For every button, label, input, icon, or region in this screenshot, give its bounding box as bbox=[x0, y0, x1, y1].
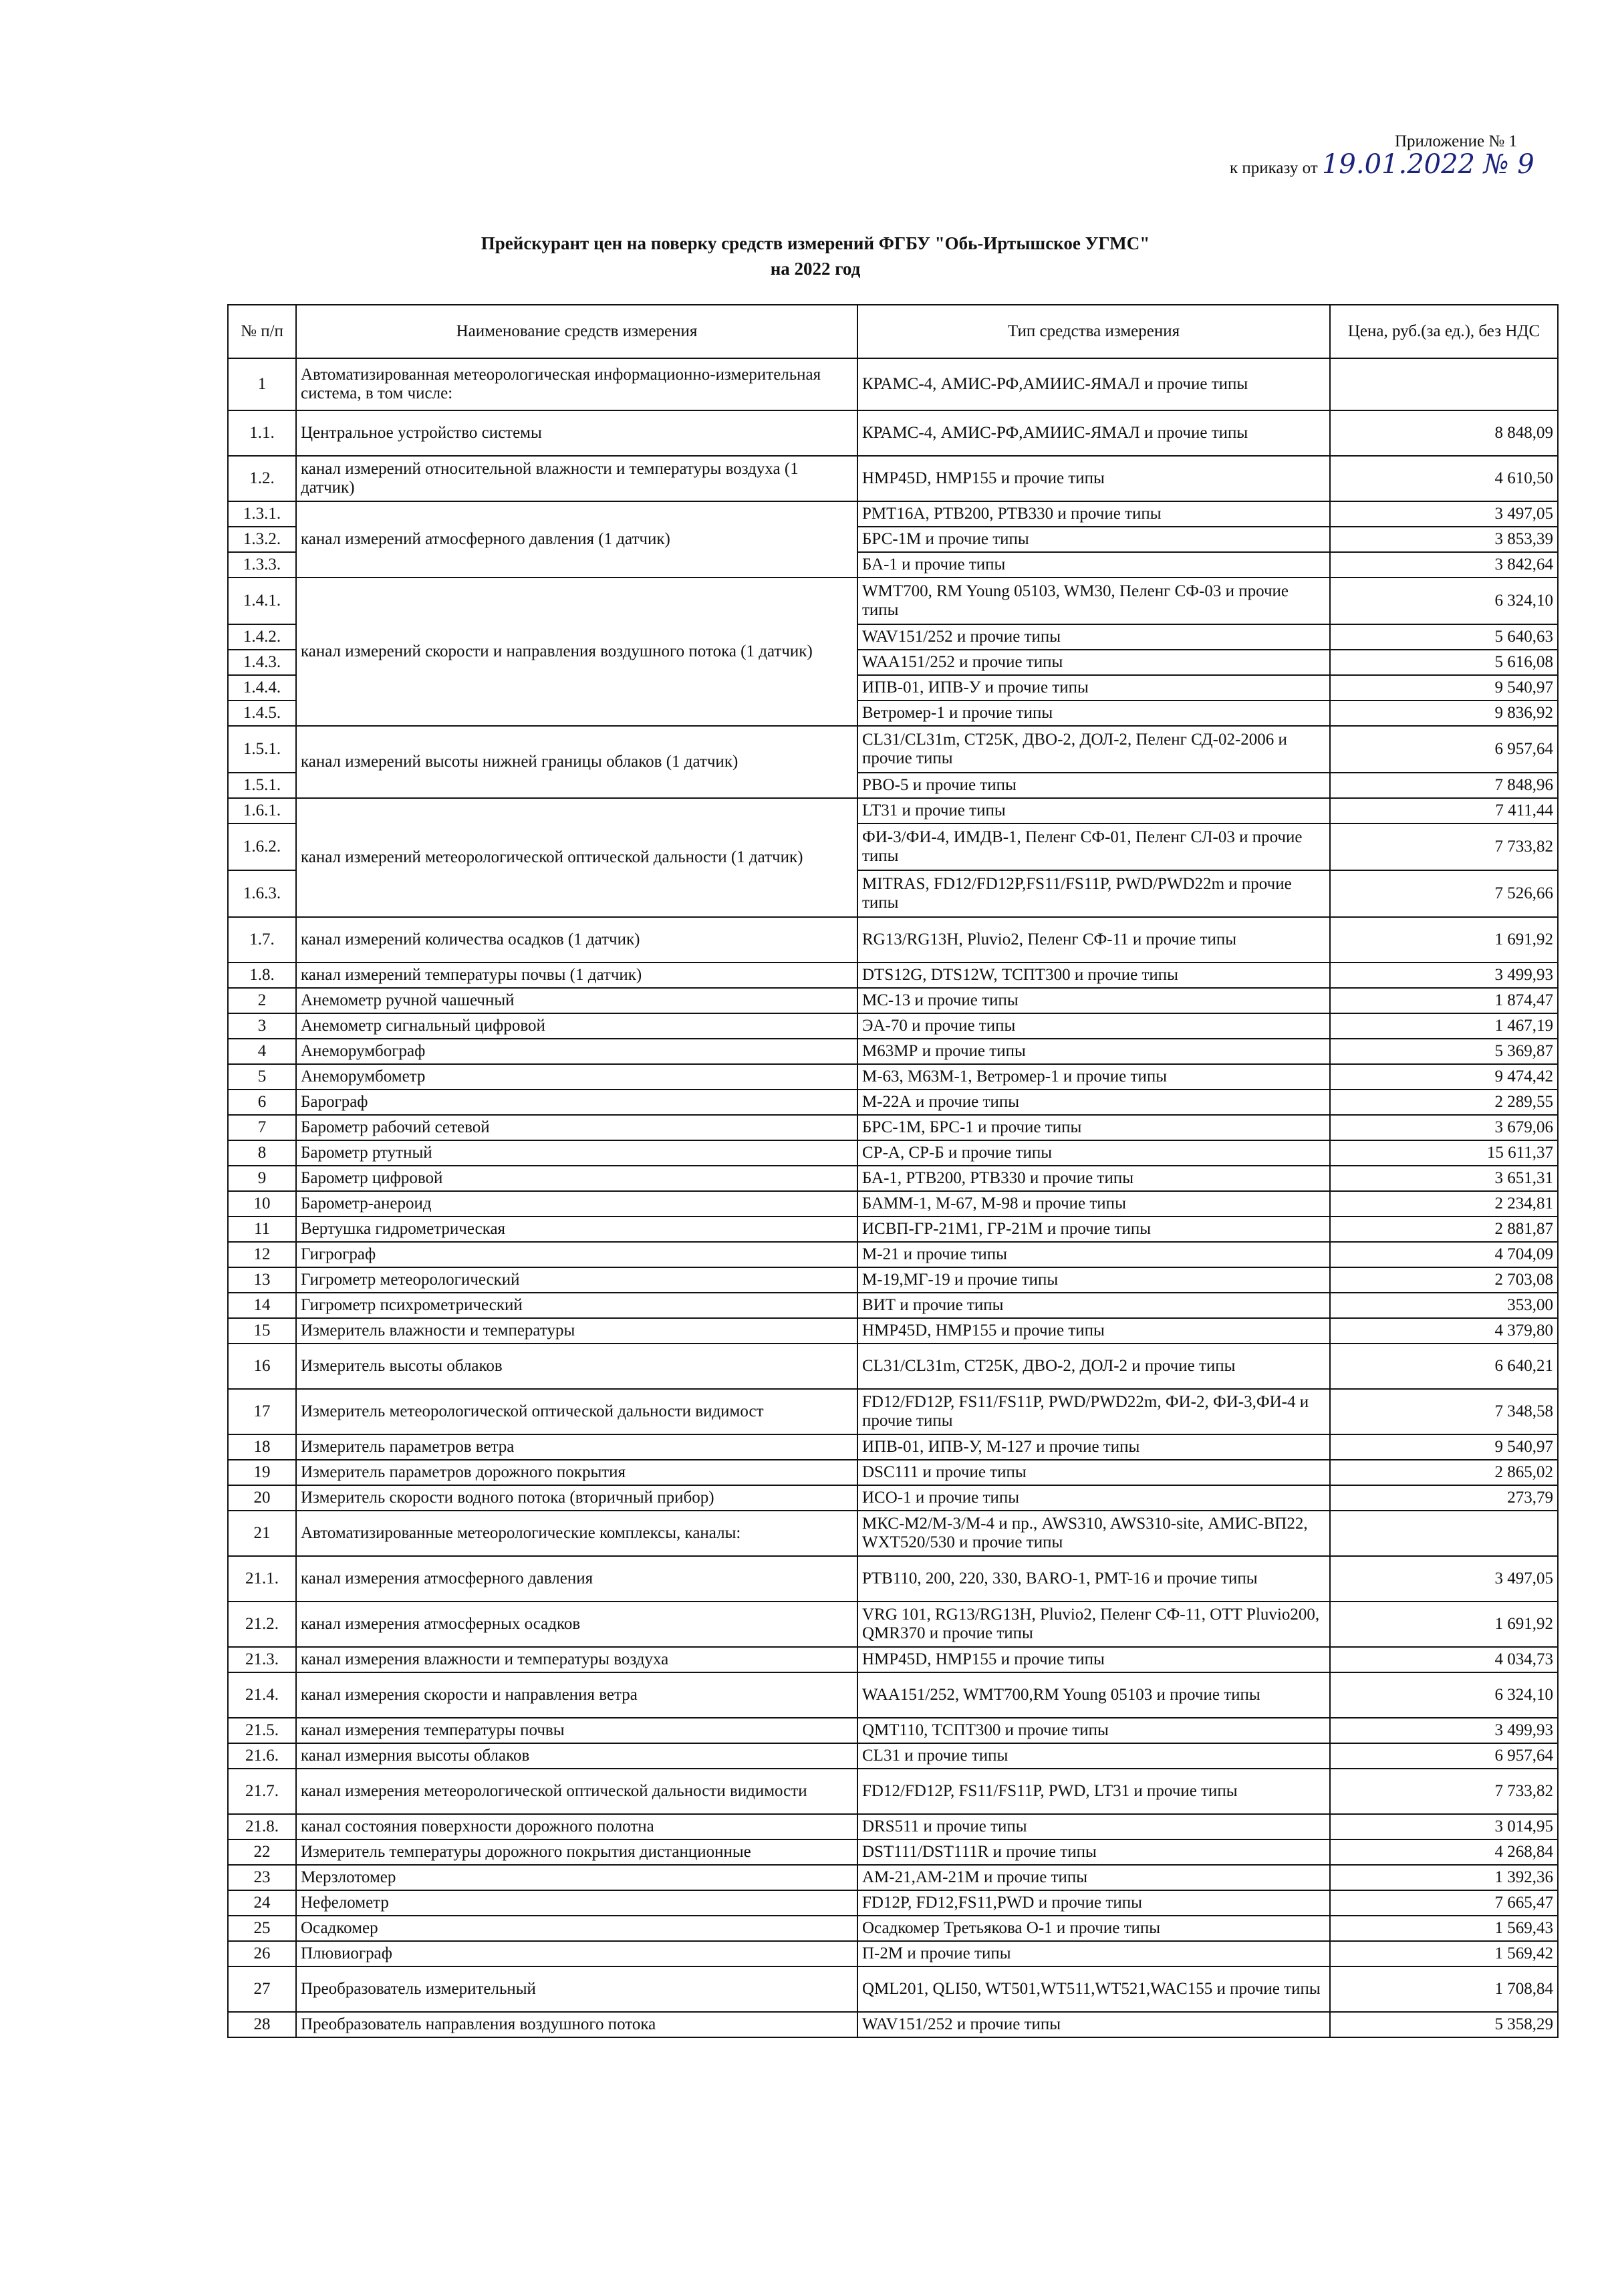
table-row bbox=[228, 1556, 1558, 1602]
row-number: 14 bbox=[228, 1293, 296, 1318]
table-row bbox=[228, 1814, 1558, 1839]
row-number: 17 bbox=[228, 1389, 296, 1434]
price-value: 7 733,82 bbox=[1330, 823, 1558, 870]
instrument-name: Гигрометр психрометрический bbox=[296, 1293, 857, 1318]
table-row bbox=[228, 1602, 1558, 1647]
row-number: 21.7. bbox=[228, 1769, 296, 1814]
instrument-type: FD12P, FD12,FS11,PWD и прочие типы bbox=[857, 1890, 1330, 1916]
instrument-type: WAV151/252 и прочие типы bbox=[857, 624, 1330, 650]
price-value: 9 540,97 bbox=[1330, 1434, 1558, 1460]
price-value bbox=[1330, 358, 1558, 410]
instrument-name: Гигрометр метеорологический bbox=[296, 1267, 857, 1293]
row-number: 1.3.2. bbox=[228, 527, 296, 552]
row-number: 1.3.3. bbox=[228, 552, 296, 578]
annex-label: Приложение № 1 bbox=[1394, 132, 1517, 150]
row-number: 21.6. bbox=[228, 1743, 296, 1769]
table-header-row bbox=[228, 305, 1558, 358]
price-value: 1 691,92 bbox=[1330, 917, 1558, 963]
row-number: 1.4.3. bbox=[228, 650, 296, 675]
row-number: 1.3.1. bbox=[228, 501, 296, 527]
row-number: 18 bbox=[228, 1434, 296, 1460]
instrument-name: Барограф bbox=[296, 1090, 857, 1115]
price-value: 353,00 bbox=[1330, 1293, 1558, 1318]
row-number: 27 bbox=[228, 1966, 296, 2012]
instrument-type: М-63, М63М-1, Ветромер-1 и прочие типы bbox=[857, 1064, 1330, 1090]
instrument-type: WAA151/252 и прочие типы bbox=[857, 650, 1330, 675]
order-line bbox=[1230, 149, 1534, 180]
price-value: 7 733,82 bbox=[1330, 1769, 1558, 1814]
price-value: 1 874,47 bbox=[1330, 988, 1558, 1013]
instrument-name: канал измерения влажности и температуры воздуха bbox=[296, 1647, 857, 1672]
price-value: 1 392,36 bbox=[1330, 1865, 1558, 1890]
table-row bbox=[228, 1743, 1558, 1769]
instrument-type: DRS511 и прочие типы bbox=[857, 1814, 1330, 1839]
instrument-name: Барометр рабочий сетевой bbox=[296, 1115, 857, 1140]
row-number: 1.6.1. bbox=[228, 798, 296, 823]
row-number: 1.2. bbox=[228, 456, 296, 501]
instrument-type: КРАМС-4, АМИС-РФ,АМИИС-ЯМАЛ и прочие типы bbox=[857, 358, 1330, 410]
instrument-type: DTS12G, DTS12W, ТСПТ300 и прочие типы bbox=[857, 963, 1330, 988]
table-row bbox=[228, 1865, 1558, 1890]
instrument-type: БА-1 и прочие типы bbox=[857, 552, 1330, 578]
table-row bbox=[228, 1013, 1558, 1039]
price-value: 9 836,92 bbox=[1330, 700, 1558, 726]
price-value: 2 289,55 bbox=[1330, 1090, 1558, 1115]
price-value: 3 842,64 bbox=[1330, 552, 1558, 578]
instrument-type: QMT110, ТСПТ300 и прочие типы bbox=[857, 1718, 1330, 1743]
price-value: 9 540,97 bbox=[1330, 675, 1558, 700]
price-value: 6 324,10 bbox=[1330, 578, 1558, 624]
table-row bbox=[228, 1267, 1558, 1293]
table-row bbox=[228, 1217, 1558, 1242]
instrument-name: Вертушка гидрометрическая bbox=[296, 1217, 857, 1242]
instrument-type: VRG 101, RG13/RG13H, Pluvio2, Пеленг СФ-11, ОТТ Pluvio200, QMR370 и прочие типы bbox=[857, 1602, 1330, 1647]
row-number: 7 bbox=[228, 1115, 296, 1140]
table-row bbox=[228, 988, 1558, 1013]
instrument-type: БРС-1М и прочие типы bbox=[857, 527, 1330, 552]
instrument-type: М63МР и прочие типы bbox=[857, 1039, 1330, 1064]
instrument-name: канал измерения температуры почвы bbox=[296, 1718, 857, 1743]
price-value: 7 411,44 bbox=[1330, 798, 1558, 823]
row-number: 1.5.1. bbox=[228, 726, 296, 773]
row-number: 21.2. bbox=[228, 1602, 296, 1647]
instrument-type: ФИ-3/ФИ-4, ИМДВ-1, Пеленг СФ-01, Пеленг СЛ-03 и прочие типы bbox=[857, 823, 1330, 870]
instrument-name: Измеритель параметров ветра bbox=[296, 1434, 857, 1460]
instrument-type: М-22А и прочие типы bbox=[857, 1090, 1330, 1115]
instrument-type: LT31 и прочие типы bbox=[857, 798, 1330, 823]
instrument-type: PTB110, 200, 220, 330, BARO-1, PMT-16 и прочие типы bbox=[857, 1556, 1330, 1602]
row-number: 1 bbox=[228, 358, 296, 410]
instrument-name: Преобразователь направления воздушного потока bbox=[296, 2012, 857, 2037]
instrument-type: ИПВ-01, ИПВ-У, М-127 и прочие типы bbox=[857, 1434, 1330, 1460]
row-number: 2 bbox=[228, 988, 296, 1013]
price-value bbox=[1330, 1511, 1558, 1556]
col-header-num: № п/п bbox=[228, 305, 296, 358]
instrument-name: Центральное устройство системы bbox=[296, 410, 857, 456]
instrument-type: М-19,МГ-19 и прочие типы bbox=[857, 1267, 1330, 1293]
instrument-name: Барометр-анероид bbox=[296, 1191, 857, 1217]
table-row bbox=[228, 1242, 1558, 1267]
price-value: 3 651,31 bbox=[1330, 1166, 1558, 1191]
instrument-type: Ветромер-1 и прочие типы bbox=[857, 700, 1330, 726]
row-number: 1.6.3. bbox=[228, 870, 296, 917]
price-value: 3 014,95 bbox=[1330, 1814, 1558, 1839]
row-number: 1.4.2. bbox=[228, 624, 296, 650]
price-value: 2 234,81 bbox=[1330, 1191, 1558, 1217]
table-row bbox=[228, 1839, 1558, 1865]
row-number: 25 bbox=[228, 1916, 296, 1941]
row-number: 1.4.1. bbox=[228, 578, 296, 624]
instrument-name: Мерзлотомер bbox=[296, 1865, 857, 1890]
table-row bbox=[228, 1916, 1558, 1941]
price-value: 6 324,10 bbox=[1330, 1672, 1558, 1718]
instrument-type: PMT16A, PTB200, PTB330 и прочие типы bbox=[857, 501, 1330, 527]
instrument-name: Гигрограф bbox=[296, 1242, 857, 1267]
instrument-name: канал измерния высоты облаков bbox=[296, 1743, 857, 1769]
table-row bbox=[228, 1485, 1558, 1511]
row-number: 5 bbox=[228, 1064, 296, 1090]
instrument-name: канал измерений скорости и направления воздушного потока (1 датчик) bbox=[296, 578, 857, 726]
table-row bbox=[228, 798, 1558, 823]
price-value: 3 499,93 bbox=[1330, 1718, 1558, 1743]
instrument-name: Анемометр ручной чашечный bbox=[296, 988, 857, 1013]
price-value: 3 497,05 bbox=[1330, 501, 1558, 527]
instrument-name: канал измерений высоты нижней границы облаков (1 датчик) bbox=[296, 726, 857, 798]
instrument-type: КРАМС-4, АМИС-РФ,АМИИС-ЯМАЛ и прочие типы bbox=[857, 410, 1330, 456]
table-row bbox=[228, 1191, 1558, 1217]
row-number: 21.4. bbox=[228, 1672, 296, 1718]
instrument-name: канал измерений количества осадков (1 датчик) bbox=[296, 917, 857, 963]
instrument-type: БАММ-1, М-67, М-98 и прочие типы bbox=[857, 1191, 1330, 1217]
instrument-name: канал измерения атмосферных осадков bbox=[296, 1602, 857, 1647]
row-number: 28 bbox=[228, 2012, 296, 2037]
instrument-type: FD12/FD12P, FS11/FS11P, PWD/PWD22m, ФИ-2, ФИ-3,ФИ-4 и прочие типы bbox=[857, 1389, 1330, 1434]
price-value: 4 704,09 bbox=[1330, 1242, 1558, 1267]
table-body bbox=[228, 358, 1558, 2037]
price-value: 4 610,50 bbox=[1330, 456, 1558, 501]
price-value: 3 679,06 bbox=[1330, 1115, 1558, 1140]
row-number: 21.3. bbox=[228, 1647, 296, 1672]
table-row bbox=[228, 1140, 1558, 1166]
instrument-type: П-2М и прочие типы bbox=[857, 1941, 1330, 1966]
price-value: 7 665,47 bbox=[1330, 1890, 1558, 1916]
row-number: 21.8. bbox=[228, 1814, 296, 1839]
instrument-name: Нефелометр bbox=[296, 1890, 857, 1916]
row-number: 3 bbox=[228, 1013, 296, 1039]
table-row bbox=[228, 1090, 1558, 1115]
instrument-type: HMP45D, HMP155 и прочие типы bbox=[857, 1318, 1330, 1344]
row-number: 24 bbox=[228, 1890, 296, 1916]
instrument-type: ИСВП-ГР-21М1, ГР-21М и прочие типы bbox=[857, 1217, 1330, 1242]
instrument-type: WAV151/252 и прочие типы bbox=[857, 2012, 1330, 2037]
price-value: 5 369,87 bbox=[1330, 1039, 1558, 1064]
price-value: 6 957,64 bbox=[1330, 726, 1558, 773]
instrument-name: Анемометр сигнальный цифровой bbox=[296, 1013, 857, 1039]
handwritten-order-date: 19.01.2022 № 9 bbox=[1321, 149, 1534, 180]
table-row bbox=[228, 1064, 1558, 1090]
instrument-type: Осадкомер Третьякова О-1 и прочие типы bbox=[857, 1916, 1330, 1941]
price-value: 4 379,80 bbox=[1330, 1318, 1558, 1344]
row-number: 1.5.1. bbox=[228, 773, 296, 798]
table-row bbox=[228, 578, 1558, 624]
price-value: 15 611,37 bbox=[1330, 1140, 1558, 1166]
instrument-type: MITRAS, FD12/FD12P,FS11/FS11P, PWD/PWD22m и прочие типы bbox=[857, 870, 1330, 917]
instrument-type: ЭА-70 и прочие типы bbox=[857, 1013, 1330, 1039]
instrument-name: Преобразователь измерительный bbox=[296, 1966, 857, 2012]
price-value: 8 848,09 bbox=[1330, 410, 1558, 456]
price-value: 7 526,66 bbox=[1330, 870, 1558, 917]
instrument-name: Осадкомер bbox=[296, 1916, 857, 1941]
instrument-name: Барометр цифровой bbox=[296, 1166, 857, 1191]
instrument-name: канал измерения скорости и направления ветра bbox=[296, 1672, 857, 1718]
instrument-name: Измеритель метеорологической оптической дальности видимост bbox=[296, 1389, 857, 1434]
instrument-type: ИСО-1 и прочие типы bbox=[857, 1485, 1330, 1511]
price-value: 1 569,42 bbox=[1330, 1941, 1558, 1966]
instrument-type: БА-1, PTB200, PTB330 и прочие типы bbox=[857, 1166, 1330, 1191]
price-value: 7 848,96 bbox=[1330, 773, 1558, 798]
col-header-price: Цена, руб.(за ед.), без НДС bbox=[1330, 305, 1558, 358]
row-number: 6 bbox=[228, 1090, 296, 1115]
row-number: 1.6.2. bbox=[228, 823, 296, 870]
instrument-type: МКС-М2/М-3/М-4 и пр., AWS310, AWS310-site, АМИС-ВП22, WXT520/530 и прочие типы bbox=[857, 1511, 1330, 1556]
row-number: 1.1. bbox=[228, 410, 296, 456]
instrument-name: Анеморумбограф bbox=[296, 1039, 857, 1064]
instrument-name: Автоматизированные метеорологические комплексы, каналы: bbox=[296, 1511, 857, 1556]
price-value: 3 853,39 bbox=[1330, 527, 1558, 552]
table-row bbox=[228, 726, 1558, 773]
instrument-type: DST111/DST111R и прочие типы bbox=[857, 1839, 1330, 1865]
instrument-name: канал измерения атмосферного давления bbox=[296, 1556, 857, 1602]
instrument-name: Плювиограф bbox=[296, 1941, 857, 1966]
table-row bbox=[228, 1966, 1558, 2012]
table-row bbox=[228, 501, 1558, 527]
row-number: 16 bbox=[228, 1344, 296, 1389]
row-number: 1.4.4. bbox=[228, 675, 296, 700]
row-number: 15 bbox=[228, 1318, 296, 1344]
instrument-name: канал измерения метеорологической оптической дальности видимости bbox=[296, 1769, 857, 1814]
instrument-type: CL31 и прочие типы bbox=[857, 1743, 1330, 1769]
table-row bbox=[228, 358, 1558, 410]
price-value: 7 348,58 bbox=[1330, 1389, 1558, 1434]
price-value: 1 569,43 bbox=[1330, 1916, 1558, 1941]
price-value: 3 497,05 bbox=[1330, 1556, 1558, 1602]
row-number: 22 bbox=[228, 1839, 296, 1865]
instrument-type: HMP45D, HMP155 и прочие типы bbox=[857, 456, 1330, 501]
table-row bbox=[228, 1647, 1558, 1672]
row-number: 1.8. bbox=[228, 963, 296, 988]
col-header-name: Наименование средств измерения bbox=[296, 305, 857, 358]
instrument-type: DSC111 и прочие типы bbox=[857, 1460, 1330, 1485]
row-number: 21.1. bbox=[228, 1556, 296, 1602]
table-row bbox=[228, 2012, 1558, 2037]
title-line-2: на 2022 год bbox=[770, 259, 861, 279]
price-value: 1 708,84 bbox=[1330, 1966, 1558, 2012]
instrument-name: Измеритель температуры дорожного покрытия дистанционные bbox=[296, 1839, 857, 1865]
instrument-type: FD12/FD12P, FS11/FS11P, PWD, LT31 и прочие типы bbox=[857, 1769, 1330, 1814]
col-header-type: Тип средства измерения bbox=[857, 305, 1330, 358]
table-row bbox=[228, 1718, 1558, 1743]
row-number: 11 bbox=[228, 1217, 296, 1242]
row-number: 12 bbox=[228, 1242, 296, 1267]
price-value: 1 691,92 bbox=[1330, 1602, 1558, 1647]
instrument-type: WAA151/252, WMT700,RM Young 05103 и прочие типы bbox=[857, 1672, 1330, 1718]
instrument-name: канал состояния поверхности дорожного полотна bbox=[296, 1814, 857, 1839]
price-value: 2 865,02 bbox=[1330, 1460, 1558, 1485]
instrument-name: Измеритель влажности и температуры bbox=[296, 1318, 857, 1344]
price-value: 2 881,87 bbox=[1330, 1217, 1558, 1242]
price-value: 4 268,84 bbox=[1330, 1839, 1558, 1865]
instrument-type: QML201, QLI50, WT501,WT511,WT521,WAC155 и прочие типы bbox=[857, 1966, 1330, 2012]
table-row bbox=[228, 1344, 1558, 1389]
order-reference bbox=[1230, 130, 1534, 180]
instrument-type: СР-А, СР-Б и прочие типы bbox=[857, 1140, 1330, 1166]
table-row bbox=[228, 1941, 1558, 1966]
instrument-type: ИПВ-01, ИПВ-У и прочие типы bbox=[857, 675, 1330, 700]
instrument-name: канал измерений относительной влажности и температуры воздуха (1 датчик) bbox=[296, 456, 857, 501]
table-row bbox=[228, 1672, 1558, 1718]
price-value: 1 467,19 bbox=[1330, 1013, 1558, 1039]
table-row bbox=[228, 1511, 1558, 1556]
table-row bbox=[228, 1166, 1558, 1191]
price-value: 5 358,29 bbox=[1330, 2012, 1558, 2037]
row-number: 1.4.5. bbox=[228, 700, 296, 726]
instrument-name: Измеритель высоты облаков bbox=[296, 1344, 857, 1389]
instrument-type: WMT700, RM Young 05103, WM30, Пеленг СФ-03 и прочие типы bbox=[857, 578, 1330, 624]
table-row bbox=[228, 917, 1558, 963]
instrument-type: CL31/CL31m, CT25K, ДВО-2, ДОЛ-2, Пеленг СД-02-2006 и прочие типы bbox=[857, 726, 1330, 773]
price-table bbox=[227, 304, 1559, 2038]
row-number: 1.7. bbox=[228, 917, 296, 963]
instrument-name: канал измерений метеорологической оптической дальности (1 датчик) bbox=[296, 798, 857, 917]
price-value: 5 616,08 bbox=[1330, 650, 1558, 675]
row-number: 4 bbox=[228, 1039, 296, 1064]
row-number: 19 bbox=[228, 1460, 296, 1485]
instrument-name: Анеморумбометр bbox=[296, 1064, 857, 1090]
instrument-name: Измеритель скорости водного потока (вторичный прибор) bbox=[296, 1485, 857, 1511]
table-row bbox=[228, 1890, 1558, 1916]
instrument-type: РВО-5 и прочие типы bbox=[857, 773, 1330, 798]
table-row bbox=[228, 963, 1558, 988]
instrument-name: Автоматизированная метеорологическая информационно-измерительная система, в том числе: bbox=[296, 358, 857, 410]
table-row bbox=[228, 456, 1558, 501]
table-row bbox=[228, 1318, 1558, 1344]
instrument-name: канал измерений атмосферного давления (1 датчик) bbox=[296, 501, 857, 578]
price-value: 2 703,08 bbox=[1330, 1267, 1558, 1293]
price-value: 6 640,21 bbox=[1330, 1344, 1558, 1389]
instrument-type: ВИТ и прочие типы bbox=[857, 1293, 1330, 1318]
row-number: 9 bbox=[228, 1166, 296, 1191]
price-value: 9 474,42 bbox=[1330, 1064, 1558, 1090]
instrument-type: CL31/CL31m, CT25K, ДВО-2, ДОЛ-2 и прочие типы bbox=[857, 1344, 1330, 1389]
instrument-type: АМ-21,АМ-21М и прочие типы bbox=[857, 1865, 1330, 1890]
instrument-name: Барометр ртутный bbox=[296, 1140, 857, 1166]
instrument-type: МС-13 и прочие типы bbox=[857, 988, 1330, 1013]
row-number: 8 bbox=[228, 1140, 296, 1166]
instrument-type: RG13/RG13H, Pluvio2, Пеленг СФ-11 и прочие типы bbox=[857, 917, 1330, 963]
row-number: 23 bbox=[228, 1865, 296, 1890]
price-value: 5 640,63 bbox=[1330, 624, 1558, 650]
table-row bbox=[228, 1434, 1558, 1460]
order-prefix: к приказу от bbox=[1230, 159, 1318, 177]
table-row bbox=[228, 1039, 1558, 1064]
table-row bbox=[228, 410, 1558, 456]
instrument-type: М-21 и прочие типы bbox=[857, 1242, 1330, 1267]
price-value: 273,79 bbox=[1330, 1485, 1558, 1511]
instrument-name: Измеритель параметров дорожного покрытия bbox=[296, 1460, 857, 1485]
table-row bbox=[228, 1460, 1558, 1485]
row-number: 21 bbox=[228, 1511, 296, 1556]
table-row bbox=[228, 1115, 1558, 1140]
instrument-name: канал измерений температуры почвы (1 датчик) bbox=[296, 963, 857, 988]
table-row bbox=[228, 1769, 1558, 1814]
row-number: 26 bbox=[228, 1941, 296, 1966]
row-number: 13 bbox=[228, 1267, 296, 1293]
row-number: 20 bbox=[228, 1485, 296, 1511]
table-row bbox=[228, 1293, 1558, 1318]
instrument-type: БРС-1М, БРС-1 и прочие типы bbox=[857, 1115, 1330, 1140]
row-number: 10 bbox=[228, 1191, 296, 1217]
row-number: 21.5. bbox=[228, 1718, 296, 1743]
instrument-type: HMP45D, HMP155 и прочие типы bbox=[857, 1647, 1330, 1672]
price-value: 6 957,64 bbox=[1330, 1743, 1558, 1769]
title-line-1: Прейскурант цен на поверку средств измерений ФГБУ "Обь-Иртышское УГМС" bbox=[481, 233, 1150, 253]
table-row bbox=[228, 1389, 1558, 1434]
price-value: 3 499,93 bbox=[1330, 963, 1558, 988]
document-title bbox=[401, 231, 1230, 281]
price-value: 4 034,73 bbox=[1330, 1647, 1558, 1672]
